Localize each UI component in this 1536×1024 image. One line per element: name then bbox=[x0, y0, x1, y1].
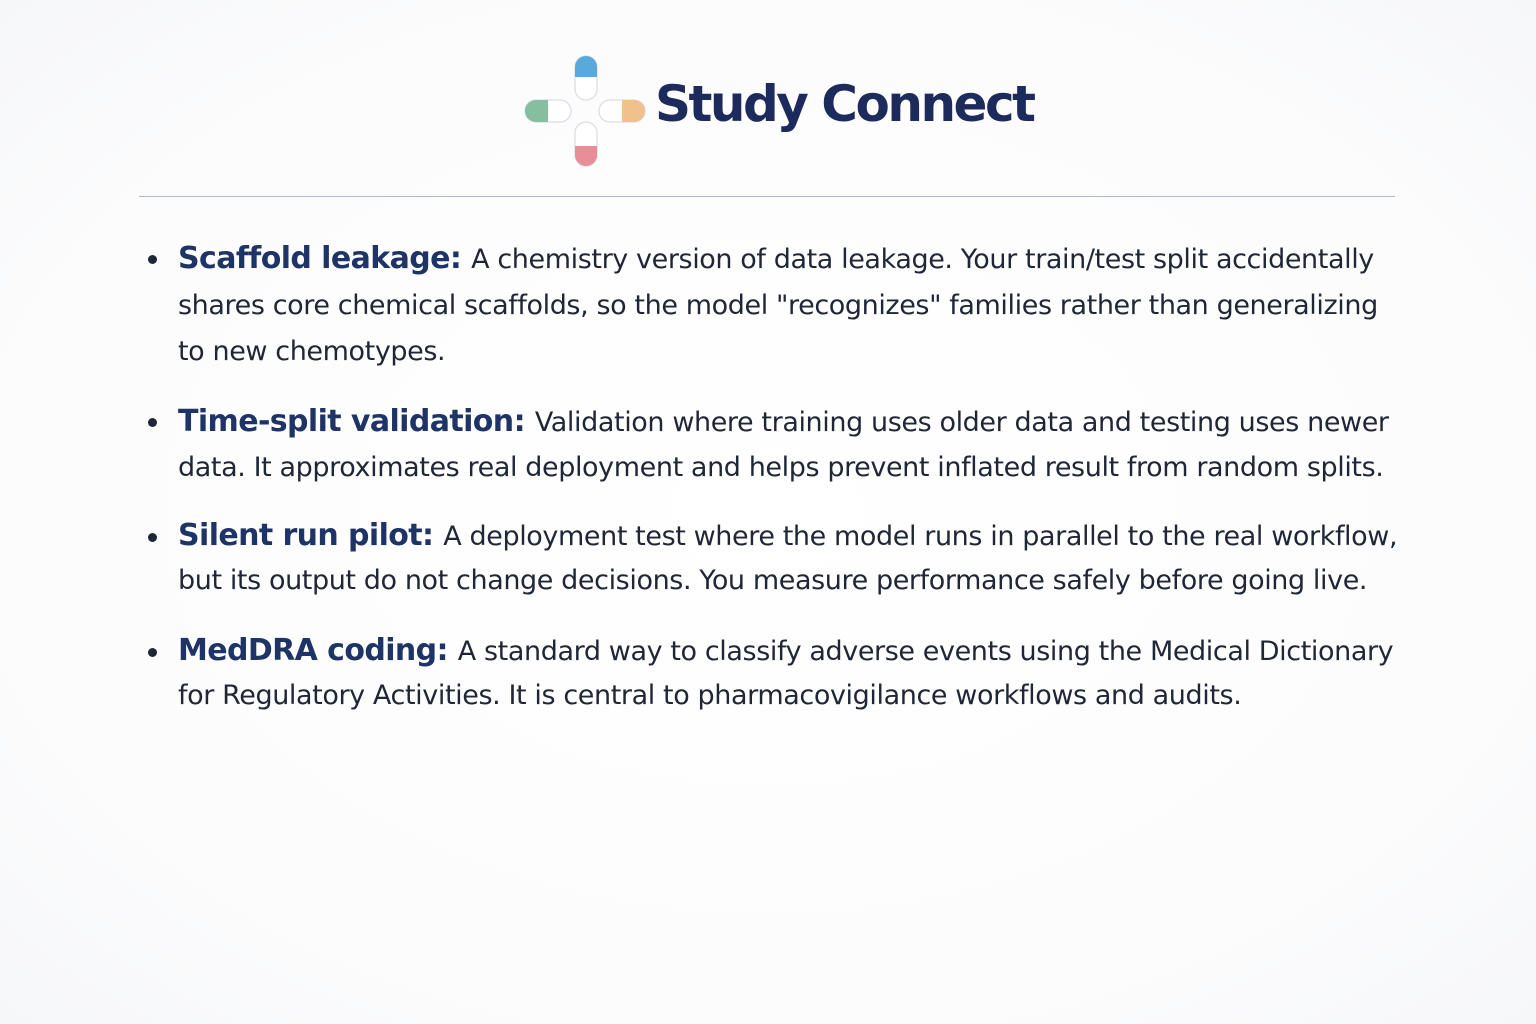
pill-cross-icon bbox=[522, 52, 648, 168]
bullet-icon bbox=[148, 648, 157, 657]
pill-top-cap bbox=[575, 56, 597, 77]
bullet-icon bbox=[148, 533, 157, 542]
header-divider bbox=[139, 196, 1395, 197]
glossary-item-silent-run-pilot bbox=[140, 514, 1400, 603]
glossary-item-meddra-coding bbox=[140, 629, 1400, 718]
glossary-term: MedDRA coding: bbox=[178, 633, 458, 668]
bullet-icon bbox=[148, 255, 157, 264]
glossary-term: Time-split validation: bbox=[178, 404, 535, 439]
glossary-term: Silent run pilot: bbox=[178, 518, 444, 553]
glossary-item-time-split-validation bbox=[140, 399, 1400, 490]
glossary-term: Scaffold leakage: bbox=[178, 241, 472, 276]
pill-right-cap bbox=[622, 100, 645, 122]
glossary-list bbox=[140, 236, 1400, 742]
pill-left-cap bbox=[525, 100, 548, 122]
header bbox=[0, 50, 1536, 172]
brand-name: Study Connect bbox=[655, 75, 1034, 133]
glossary-definition: Validation where training uses older data and testing uses newer data. It approximates real deployment and helps prevent inflated result from random splits. bbox=[178, 407, 1389, 483]
bullet-icon bbox=[148, 418, 157, 427]
glossary-definition: A deployment test where the model runs in parallel to the real workflow, but its output do not change decisions. You measure performance safely before going live. bbox=[178, 521, 1398, 596]
glossary-item-scaffold-leakage bbox=[140, 236, 1400, 375]
glossary-definition: A standard way to classify adverse events using the Medical Dictionary for Regulatory Activities. It is central to pharmacovigilance workflows and audits. bbox=[178, 636, 1394, 711]
glossary-definition: A chemistry version of data leakage. Your train/test split accidentally shares core chemical scaffolds, so the model "recognizes" families rather than generalizing to new chemotypes. bbox=[178, 244, 1378, 367]
